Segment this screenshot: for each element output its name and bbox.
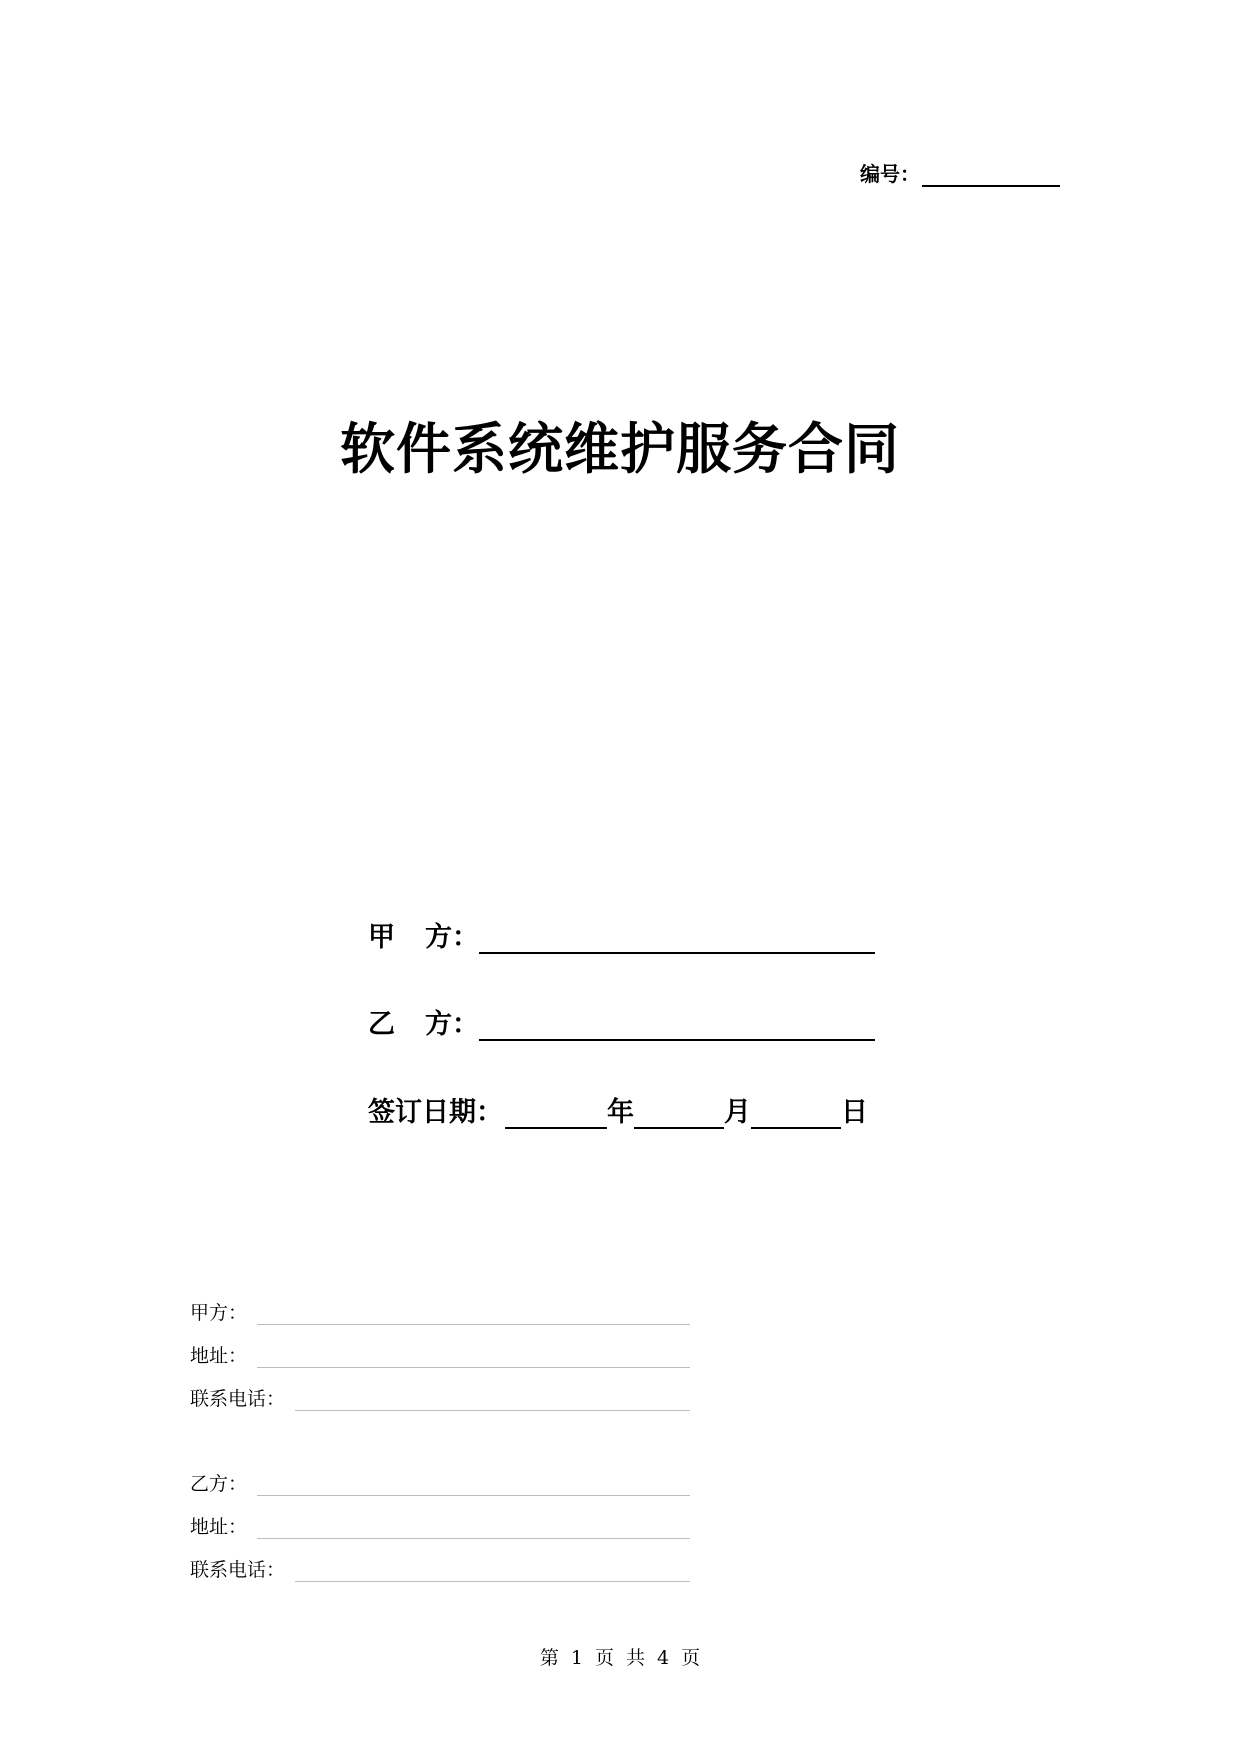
signing-month-label: 月 bbox=[724, 1097, 751, 1128]
document-number-label: 编号： bbox=[860, 162, 920, 186]
party-a-phone-line[interactable] bbox=[295, 1390, 690, 1411]
party-b-phone-row bbox=[190, 1539, 690, 1582]
party-b-name-label: 乙方： bbox=[190, 1473, 248, 1495]
party-a-address-label: 地址： bbox=[190, 1345, 248, 1367]
signing-date-label: 签订日期： bbox=[368, 1097, 503, 1128]
signing-day-blank[interactable] bbox=[751, 1101, 841, 1129]
document-number bbox=[860, 158, 1060, 187]
party-b-address-row bbox=[190, 1496, 690, 1539]
party-a-address-line[interactable] bbox=[257, 1347, 690, 1368]
party-b-address-label: 地址： bbox=[190, 1516, 248, 1538]
party-a-info-block bbox=[190, 1282, 690, 1411]
party-b-phone-label: 联系电话： bbox=[190, 1559, 286, 1581]
party-b-name-row bbox=[190, 1453, 690, 1496]
document-number-blank[interactable] bbox=[922, 165, 1060, 187]
signing-year-label: 年 bbox=[607, 1097, 634, 1128]
cover-party-b-field bbox=[368, 1002, 875, 1041]
cover-party-a-label-2: 方： bbox=[425, 922, 479, 953]
signing-year-blank[interactable] bbox=[505, 1101, 607, 1129]
cover-party-a-field bbox=[368, 915, 875, 954]
party-a-phone-row bbox=[190, 1368, 690, 1411]
cover-party-a-label-1: 甲 bbox=[368, 922, 395, 953]
cover-party-b-label-2: 方： bbox=[425, 1009, 479, 1040]
party-b-info-block bbox=[190, 1453, 690, 1582]
cover-party-b-label-1: 乙 bbox=[368, 1009, 395, 1040]
cover-party-a-blank[interactable] bbox=[479, 926, 875, 954]
signing-month-blank[interactable] bbox=[634, 1101, 724, 1129]
signing-date-field bbox=[368, 1090, 868, 1129]
party-b-name-line[interactable] bbox=[257, 1475, 690, 1496]
page-title: 软件系统维护服务合同 bbox=[339, 417, 900, 481]
party-a-phone-label: 联系电话： bbox=[190, 1388, 286, 1410]
party-a-address-row bbox=[190, 1325, 690, 1368]
party-a-name-row bbox=[190, 1282, 690, 1325]
party-a-name-label: 甲方： bbox=[190, 1302, 248, 1324]
party-b-phone-line[interactable] bbox=[295, 1561, 690, 1582]
signing-day-label: 日 bbox=[841, 1097, 868, 1128]
party-a-name-line[interactable] bbox=[257, 1304, 690, 1325]
party-b-address-line[interactable] bbox=[257, 1518, 690, 1539]
page-footer: 第 1 页 共 4 页 bbox=[539, 1647, 701, 1669]
cover-party-b-blank[interactable] bbox=[479, 1013, 875, 1041]
